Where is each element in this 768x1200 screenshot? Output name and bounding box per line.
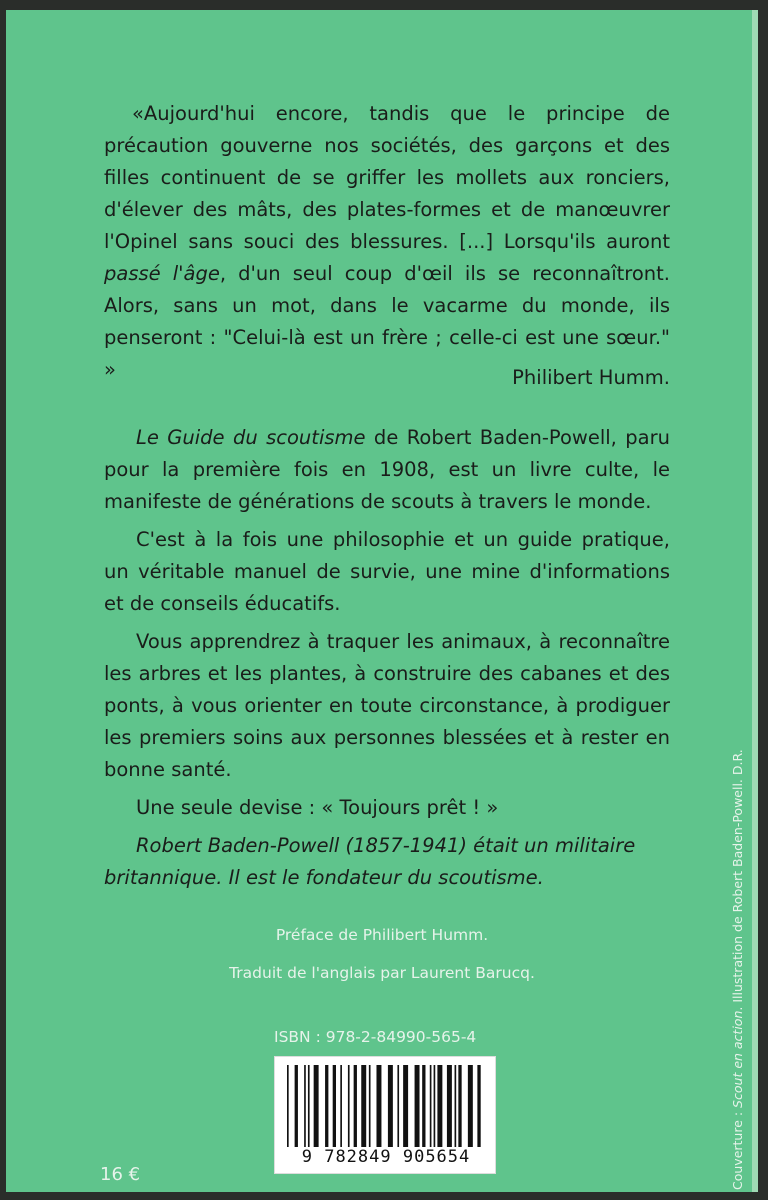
cover-credit-title: Scout en action <box>730 1010 745 1108</box>
barcode-bar <box>388 1065 393 1147</box>
barcode-bar <box>308 1065 310 1147</box>
barcode-bar <box>295 1065 298 1147</box>
barcode-digits: 9 782849 905654 <box>301 1147 471 1167</box>
barcode-bar <box>361 1065 366 1147</box>
barcode-bar <box>348 1065 350 1147</box>
translator-credit: Traduit de l'anglais par Laurent Barucq. <box>229 964 535 982</box>
back-cover <box>6 10 758 1192</box>
barcode-bar <box>340 1065 342 1147</box>
description-paragraph-4: Une seule devise : « Toujours prêt ! » <box>136 796 499 819</box>
quote-text-italic: passé l'âge <box>104 262 220 285</box>
preface-credit: Préface de Philibert Humm. <box>275 926 489 944</box>
barcode-bar <box>430 1065 432 1147</box>
book-title: Le Guide du scoutisme <box>136 426 366 449</box>
barcode <box>274 1056 496 1174</box>
cover-credit-text <box>728 749 748 1190</box>
quote-paragraph <box>104 98 670 386</box>
description-p1-text: de Robert Baden-Powell, paru pour la première fois en 1908, est un livre culte, le manifeste de générations de scouts à travers le monde. <box>104 426 670 513</box>
quote-text-start: «Aujourd'hui encore, tandis que le principe de précaution gouverne nos sociétés, des garçons et des filles continuent de se griffer les mollets aux ronciers, d'élever des mâts, des plates-formes et de manœuvrer l'Opinel sans souci des blessures. [...] Lorsqu'ils auront <box>104 102 670 253</box>
barcode-bar <box>304 1065 306 1147</box>
barcode-bar <box>325 1065 328 1147</box>
barcode-bar <box>376 1065 381 1147</box>
barcode-bar <box>403 1065 408 1147</box>
barcode-bar <box>458 1065 461 1147</box>
barcode-bar <box>434 1065 436 1147</box>
quote-attribution: Philibert Humm. <box>512 366 670 389</box>
barcode-bar <box>287 1065 289 1147</box>
cover-credit-suffix: . Illustration de Robert Baden-Powell. D.R. <box>730 749 745 1011</box>
description-block <box>104 422 670 830</box>
barcode-bar <box>455 1065 457 1147</box>
barcode-bars <box>287 1065 485 1147</box>
isbn-label: ISBN : 978-2-84990-565-4 <box>274 1028 477 1046</box>
quote-text-end: , d'un seul coup d'œil ils se reconnaîtront. Alors, sans un mot, dans le vacarme du monde, ils penseront : "Celui-là est un frère ; celle-ci est une sœur." » <box>104 262 670 381</box>
description-paragraph-1 <box>104 422 670 518</box>
author-bio: Robert Baden-Powell (1857-1941) était un militaire britannique. Il est le fondateur du scoutisme. <box>104 834 636 889</box>
barcode-bar <box>415 1065 420 1147</box>
barcode-bar <box>422 1065 425 1147</box>
price: 16 € <box>100 1164 141 1185</box>
cover-credit-prefix: Couverture : <box>730 1107 745 1190</box>
quote-block <box>104 98 670 386</box>
barcode-bar <box>477 1065 480 1147</box>
description-paragraph-3: Vous apprendrez à traquer les animaux, à reconnaître les arbres et les plantes, à construire des cabanes et des ponts, à vous orienter en toute circonstance, à prodiguer les premiers soins aux personnes blessées et à rester en bonne santé. <box>104 630 670 781</box>
barcode-bar <box>333 1065 336 1147</box>
barcode-bar <box>447 1065 452 1147</box>
cover-credit-vertical <box>728 670 748 1190</box>
barcode-bar <box>354 1065 357 1147</box>
barcode-bar <box>369 1065 371 1147</box>
barcode-bar <box>437 1065 442 1147</box>
barcode-bar <box>468 1065 473 1147</box>
barcode-bar <box>397 1065 399 1147</box>
description-paragraph-2: C'est à la fois une philosophie et un guide pratique, un véritable manuel de survie, une mine d'informations et de conseils éducatifs. <box>104 528 670 615</box>
barcode-bar <box>314 1065 319 1147</box>
